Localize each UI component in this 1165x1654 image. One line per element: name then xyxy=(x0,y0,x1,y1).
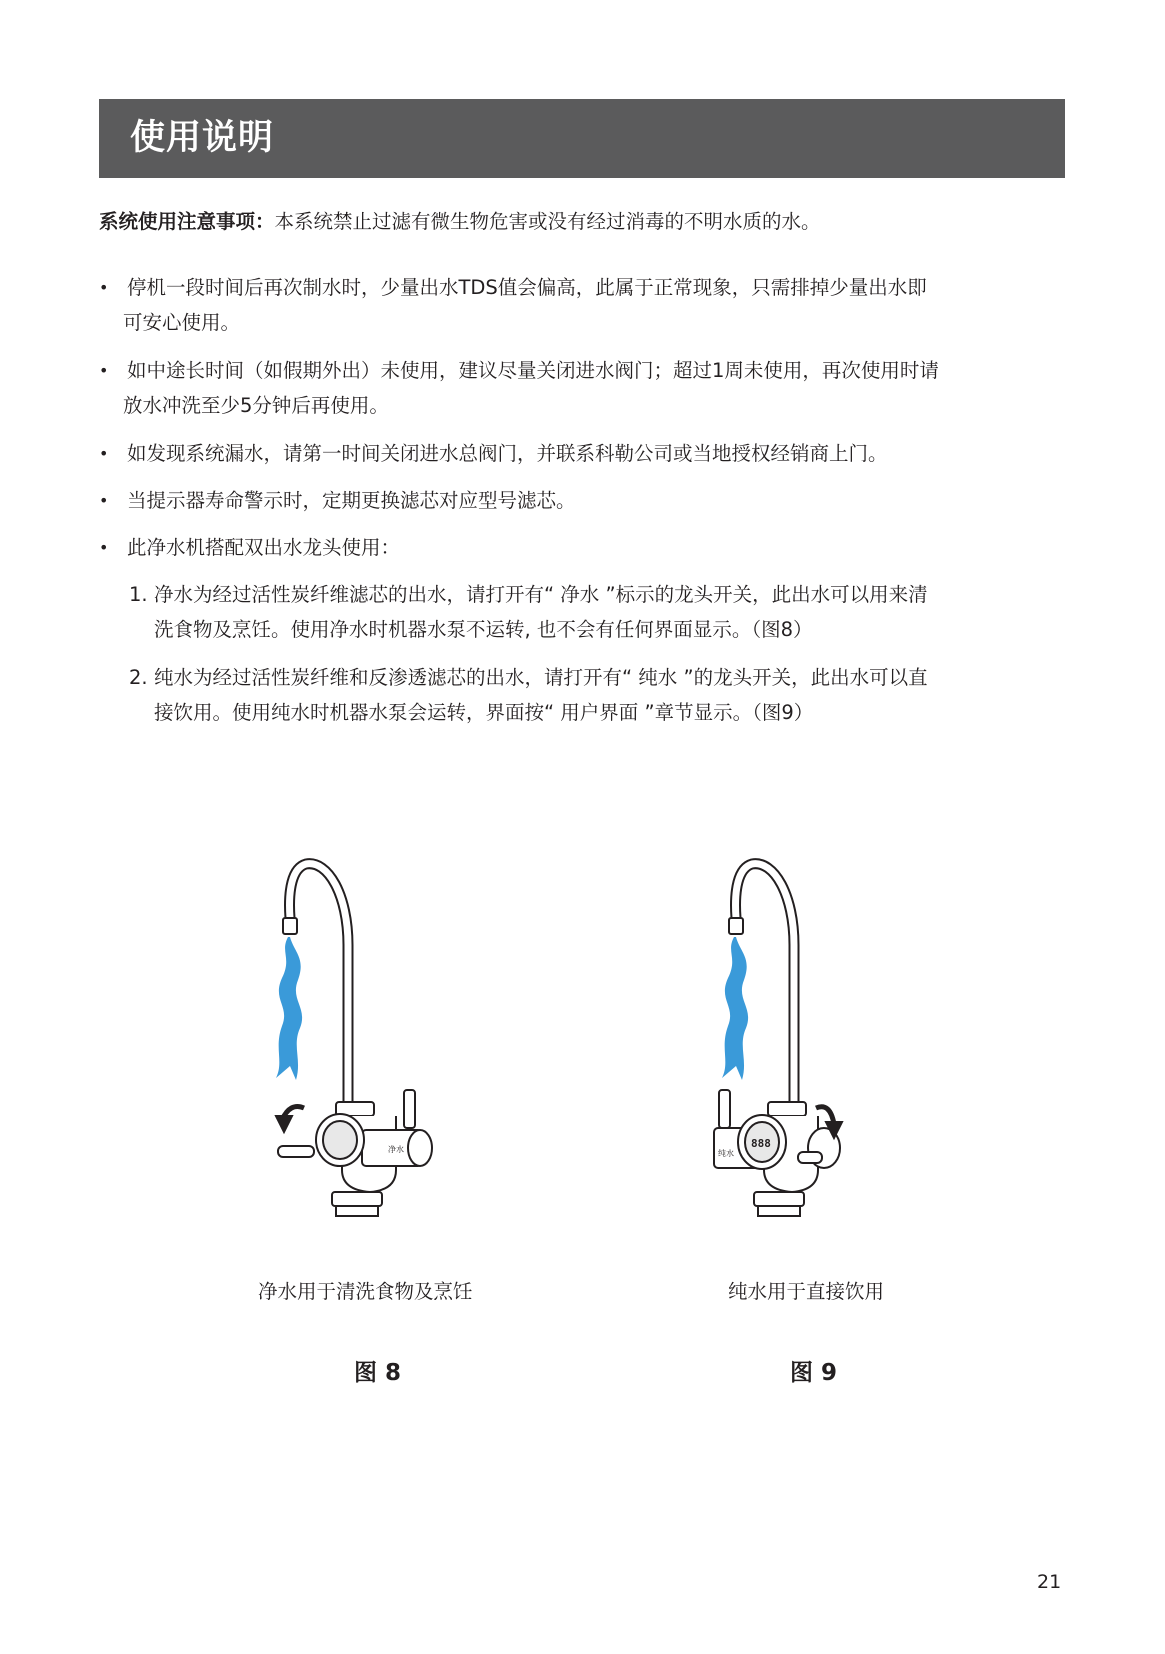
item-number: 1. xyxy=(129,583,148,606)
bullet-dot: • xyxy=(99,444,109,463)
item-line: 纯水为经过活性炭纤维和反渗透滤芯的出水，请打开有“ 纯水 ”的龙头开关，此出水可以直 xyxy=(154,666,928,689)
faucet-illustration-fig8 xyxy=(270,840,460,1240)
page-title: 使用说明 xyxy=(130,118,275,158)
bullet-dot: • xyxy=(99,538,109,557)
bullet-line: 如中途长时间（如假期外出）未使用，建议尽量关闭进水阀门；超过1周未使用，再次使用时请 xyxy=(127,359,939,382)
bullet-dot: • xyxy=(99,361,109,380)
section-header-bar xyxy=(99,99,1065,178)
svg-text:纯水: 纯水 xyxy=(718,1149,734,1158)
item-number: 2. xyxy=(129,666,148,689)
figure-label: 图 9 xyxy=(790,1360,838,1386)
faucet-illustration-fig9 xyxy=(712,840,902,1240)
bullet-line: 放水冲洗至少5分钟后再使用。 xyxy=(123,394,389,417)
fig9-display-readout: 888 xyxy=(751,1137,771,1150)
bullet-line: 当提示器寿命警示时，定期更换滤芯对应型号滤芯。 xyxy=(127,489,576,512)
note-text: 本系统禁止过滤有微生物危害或没有经过消毒的不明水质的水。 xyxy=(274,210,821,233)
figure-caption: 纯水用于直接饮用 xyxy=(728,1280,885,1303)
bullet-dot: • xyxy=(99,491,109,510)
item-line: 净水为经过活性炭纤维滤芯的出水，请打开有“ 净水 ”标示的龙头开关，此出水可以用来清 xyxy=(154,583,928,606)
bullet-line: 可安心使用。 xyxy=(123,311,241,334)
figure-caption: 净水用于清洗食物及烹饪 xyxy=(258,1280,473,1303)
bullet-line: 停机一段时间后再次制水时，少量出水TDS值会偏高，此属于正常现象，只需排掉少量出水即 xyxy=(127,276,927,299)
bullet-line: 此净水机搭配双出水龙头使用： xyxy=(127,536,401,559)
note-label: 系统使用注意事项： xyxy=(99,210,275,233)
figure-label: 图 8 xyxy=(354,1360,402,1386)
page-number: 21 xyxy=(1037,1571,1062,1593)
system-usage-note xyxy=(99,208,1059,236)
item-line: 洗食物及烹饪。使用净水时机器水泵不运转, 也不会有任何界面显示。（图8） xyxy=(154,618,813,641)
item-line: 接饮用。使用纯水时机器水泵会运转，界面按“ 用户界面 ”章节显示。（图9） xyxy=(154,701,814,724)
bullet-dot: • xyxy=(99,278,109,297)
bullet-line: 如发现系统漏水，请第一时间关闭进水总阀门，并联系科勒公司或当地授权经销商上门。 xyxy=(127,442,888,465)
svg-text:净水: 净水 xyxy=(388,1145,404,1154)
